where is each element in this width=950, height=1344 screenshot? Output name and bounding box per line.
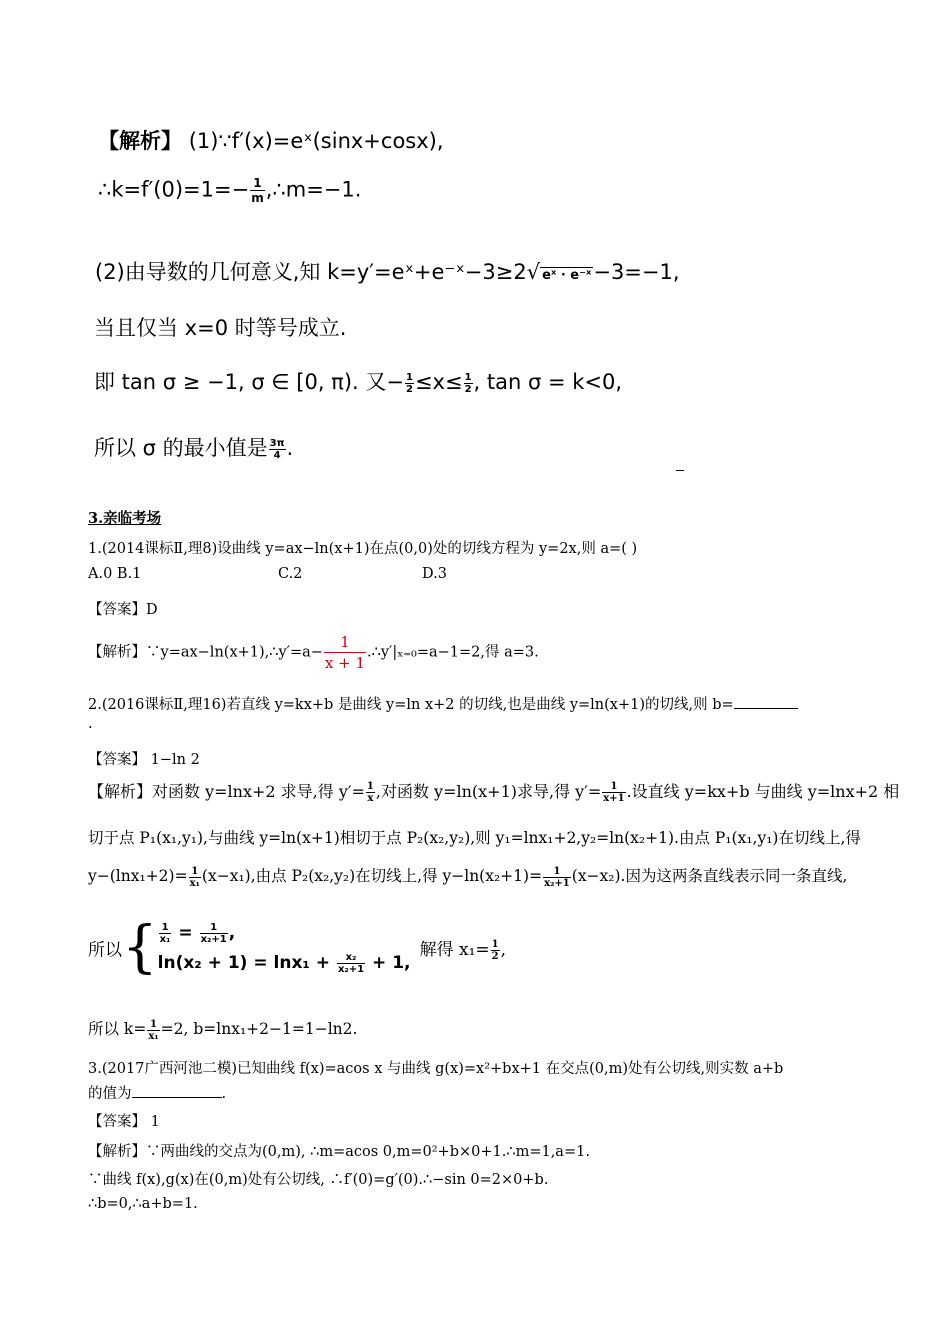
system-solution <box>420 940 506 960</box>
q1-answer: 【答案】D <box>88 602 158 618</box>
section-title: 3.亲临考场 <box>88 510 162 527</box>
frac-num: 1 <box>147 1019 159 1031</box>
fraction <box>189 866 201 889</box>
frac-den: x+1 <box>603 793 625 804</box>
fraction <box>269 438 286 461</box>
analysis1-line6-post: . <box>286 436 294 460</box>
q2-final-pre: 所以 k= <box>88 1020 147 1038</box>
analysis1-line3-pre: (2)由导数的几何意义,知 k=y′=eˣ+e⁻ˣ−3≥2 <box>95 260 527 284</box>
frac-den: m <box>251 191 264 205</box>
frac-num: 1 <box>200 922 228 934</box>
frac-den: x₂+1 <box>337 963 365 975</box>
analysis1-line1 <box>98 125 444 155</box>
system-eq2 <box>158 948 411 978</box>
eq2-pre: ln(x₂ + 1) = lnx₁ + <box>157 953 331 973</box>
eq2-post: + 1, <box>372 953 411 973</box>
q2-analysis-line2: 切于点 P₁(x₁,y₁),与曲线 y=ln(x+1)相切于点 P₂(x₂,y₂),则 y₁=lnx₁+2,y₂=ln(x₂+1).由点 P₁(x₁,y₁)在切线上,得 <box>88 829 861 847</box>
sol-post: , <box>500 939 507 960</box>
q2-stem <box>88 693 798 714</box>
analysis1-derivative: (1)∵f′(x)=eˣ(sinx+cosx), <box>188 129 444 153</box>
frac-num: 3π <box>269 437 285 449</box>
analysis1-line3 <box>95 256 680 286</box>
fraction <box>602 781 625 804</box>
analysis1-line6 <box>94 432 293 462</box>
q3-stem2-text: 的值为 <box>88 1086 132 1102</box>
equals: = <box>178 923 193 943</box>
q2-final <box>88 1017 357 1042</box>
system-eq1 <box>158 918 411 948</box>
q2-l3-pre: y−(lnx₁+2)= <box>88 867 188 885</box>
q1-expl-pre: 【解析】∵y=ax−ln(x+1),∴y′=a− <box>88 644 323 661</box>
comma: , <box>228 923 236 943</box>
frac-num: 1 <box>543 866 571 878</box>
analysis1-line2-post: ,∴m=−1. <box>265 177 362 202</box>
q2-stem-end: . <box>88 716 93 732</box>
q3-stem-line2 <box>88 1082 226 1103</box>
fraction <box>366 781 375 804</box>
equation-system <box>88 915 507 980</box>
system-lines <box>158 918 411 978</box>
frac-den: 2 <box>464 383 472 395</box>
fraction <box>337 952 365 975</box>
frac-num: x₂ <box>337 952 365 964</box>
q1-expl-post: .∴y′|ₓ₌₀=a−1=2,得 a=3. <box>367 644 539 661</box>
fraction <box>200 922 228 945</box>
frac-den: x₁ <box>148 1030 159 1042</box>
q2-l3-post: (x−x₂).因为这两条直线表示同一条直线, <box>571 867 848 885</box>
fraction <box>405 372 414 395</box>
q1-option-d: D.3 <box>422 566 447 582</box>
frac-den: x <box>367 793 374 804</box>
analysis1-line2-pre: ∴k=f′(0)=1=− <box>98 177 250 202</box>
fraction <box>159 922 172 945</box>
system-label: 所以 <box>88 940 122 961</box>
frac-num: 1 <box>189 866 201 878</box>
frac-num: 1 <box>366 781 374 792</box>
sqrt-symbol: √ <box>526 260 541 284</box>
fraction <box>464 372 473 395</box>
q2-analysis-line1 <box>88 779 899 804</box>
fraction <box>324 632 366 673</box>
fraction <box>491 939 500 962</box>
sol-pre: 解得 x₁= <box>419 939 490 960</box>
frac-num: 1 <box>491 938 499 950</box>
q1-options-ab: A.0 B.1 <box>88 566 142 582</box>
q2-l1-pre: 【解析】对函数 y=lnx+2 求导,得 y′= <box>88 782 365 801</box>
analysis1-line5-pre: 即 tan σ ≥ −1, σ ∈ [0, π). 又− <box>94 370 404 394</box>
frac-den: 2 <box>405 383 413 395</box>
answer-blank <box>734 694 798 709</box>
q2-l1-mid: ,对函数 y=ln(x+1)求导,得 y′= <box>375 782 602 801</box>
sqrt-content: eˣ · e⁻ˣ <box>542 268 592 283</box>
frac-num: 1 <box>405 371 413 383</box>
q3-stem: 3.(2017广西河池二模)已知曲线 f(x)=acos x 与曲线 g(x)=x²+bx+1 在交点(0,m)处有公切线,则实数 a+b <box>88 1061 784 1077</box>
analysis1-line5-mid: ≤x≤ <box>414 370 463 394</box>
fraction <box>147 1019 159 1042</box>
q3-answer: 【答案】 1 <box>88 1114 160 1130</box>
q2-l1-post: .设直线 y=kx+b 与曲线 y=lnx+2 相 <box>626 782 900 801</box>
frac-den: x₂+1 <box>544 877 570 889</box>
frac-num: 1 <box>602 781 625 793</box>
q1-stem: 1.(2014课标Ⅱ,理8)设曲线 y=ax−ln(x+1)在点(0,0)处的切线方程为 y=2x,则 a=( ) <box>88 541 638 557</box>
q2-stem-text: 2.(2016课标Ⅱ,理16)若直线 y=kx+b 是曲线 y=ln x+2 的切线,也是曲线 y=ln(x+1)的切线,则 b= <box>88 697 734 713</box>
frac-den: x₂+1 <box>200 933 227 945</box>
left-brace: { <box>122 915 158 980</box>
frac-num: 1 <box>464 371 472 383</box>
analysis1-line5-post: , tan σ = k<0, <box>473 370 623 394</box>
frac-num: 1 <box>250 176 265 191</box>
frac-den: x₁ <box>159 933 171 945</box>
analysis1-line6-pre: 所以 σ 的最小值是 <box>94 436 268 460</box>
analysis-label: 【解析】 <box>98 129 182 153</box>
frac-den: 2 <box>491 950 499 962</box>
frac-den: x₁ <box>189 877 200 889</box>
q2-l3-mid: (x−x₁),由点 P₂(x₂,y₂)在切线上,得 y−ln(x₂+1)= <box>201 867 543 885</box>
analysis1-line4: 当且仅当 x=0 时等号成立. <box>94 316 347 340</box>
stray-mark <box>676 470 684 471</box>
frac-num: 1 <box>324 632 366 653</box>
frac-num: 1 <box>159 922 172 934</box>
q3-stem2-end: . <box>221 1086 227 1102</box>
q1-explanation <box>88 632 539 673</box>
frac-den: x + 1 <box>324 654 366 672</box>
fraction <box>250 176 265 205</box>
frac-den: 4 <box>273 449 281 461</box>
q2-final-post: =2, b=lnx₁+2−1=1−ln2. <box>160 1020 358 1038</box>
analysis1-line5 <box>94 366 622 396</box>
q2-analysis-line3 <box>88 864 847 889</box>
q1-option-c: C.2 <box>278 566 303 582</box>
fraction <box>543 866 571 889</box>
q3-analysis-line2: ∵曲线 f(x),g(x)在(0,m)处有公切线, ∴f′(0)=g′(0).∴−sin 0=2×0+b. <box>88 1172 549 1188</box>
analysis1-line3-post: −3=−1, <box>593 260 680 284</box>
q3-analysis-line3: ∴b=0,∴a+b=1. <box>88 1196 198 1212</box>
analysis1-line2 <box>98 176 361 205</box>
answer-blank <box>132 1083 222 1098</box>
q2-answer: 【答案】 1−ln 2 <box>88 752 200 768</box>
q3-analysis-line1: 【解析】∵两曲线的交点为(0,m), ∴m=acos 0,m=0²+b×0+1.∴m=1,a=1. <box>88 1144 590 1160</box>
